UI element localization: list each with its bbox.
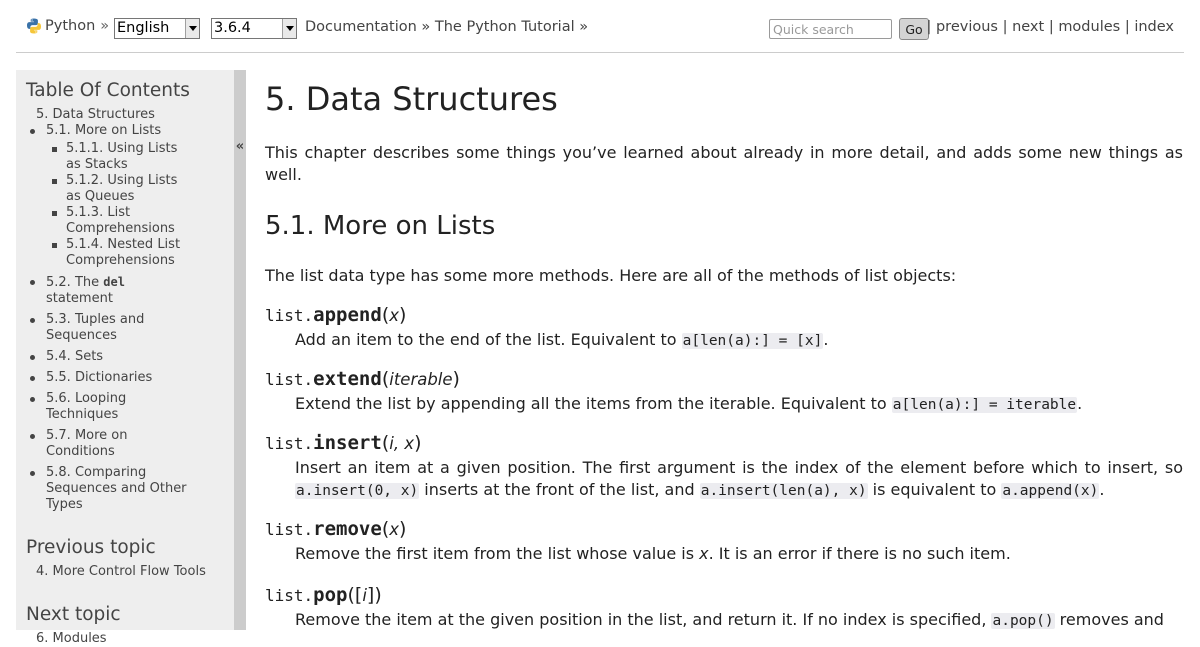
toc-label-code: del bbox=[103, 275, 125, 289]
top-navigation-bar bbox=[16, 0, 1184, 53]
method-signature-remove bbox=[265, 517, 406, 542]
sidebar bbox=[16, 70, 234, 646]
toc-link-comparing-sequences[interactable]: 5.8. Comparing Sequences and Other Types bbox=[46, 465, 187, 512]
inline-code: a.append(x) bbox=[1002, 483, 1099, 499]
toc-link-del-statement[interactable] bbox=[46, 275, 125, 306]
nav-separator: | bbox=[1002, 19, 1008, 35]
collapse-icon: « bbox=[235, 139, 245, 154]
inline-code: a[len(a):] = [x] bbox=[682, 333, 823, 349]
next-link[interactable]: next bbox=[1012, 19, 1045, 35]
desc-text: . bbox=[1077, 394, 1083, 413]
toc-link-tuples[interactable]: 5.3. Tuples and Sequences bbox=[46, 312, 145, 343]
method-class: list. bbox=[265, 306, 314, 325]
sidebar-collapse-button[interactable] bbox=[234, 70, 246, 630]
toc-label-text: statement bbox=[46, 291, 113, 306]
brand-label[interactable]: Python bbox=[45, 18, 96, 34]
toc-item bbox=[46, 274, 226, 307]
toc-link-looping[interactable]: 5.6. Looping Techniques bbox=[46, 391, 127, 422]
method-name: append bbox=[313, 304, 382, 326]
desc-text: . bbox=[823, 330, 829, 349]
toc-subitem bbox=[66, 205, 191, 237]
nav-separator: | bbox=[926, 19, 932, 35]
toc-item bbox=[46, 465, 196, 513]
previous-link[interactable]: previous bbox=[935, 19, 998, 35]
desc-text: Remove the first item from the list whose value is bbox=[295, 544, 700, 563]
method-description-append bbox=[295, 329, 1183, 352]
toc-list bbox=[26, 123, 226, 513]
language-select-value: English bbox=[117, 20, 170, 36]
method-description-insert bbox=[295, 457, 1183, 502]
chevron-down-icon[interactable] bbox=[282, 19, 296, 38]
previous-topic-heading: Previous topic bbox=[26, 537, 156, 558]
breadcrumb-tutorial-link[interactable]: The Python Tutorial bbox=[434, 19, 575, 35]
page-title: 5. Data Structures bbox=[265, 80, 558, 118]
method-name: remove bbox=[313, 518, 382, 540]
search-go-button[interactable]: Go bbox=[899, 18, 929, 40]
toc-link-dictionaries[interactable]: 5.5. Dictionaries bbox=[46, 370, 153, 385]
toc-heading: Table Of Contents bbox=[26, 80, 190, 101]
language-select[interactable] bbox=[114, 18, 200, 39]
toc-sublist bbox=[46, 141, 226, 269]
next-topic-heading: Next topic bbox=[26, 604, 121, 625]
method-description-remove bbox=[295, 543, 1183, 565]
method-paren: ]) bbox=[366, 584, 382, 606]
method-args: i bbox=[362, 586, 367, 605]
breadcrumb-separator: » bbox=[579, 19, 589, 35]
desc-text: Add an item to the end of the list. Equivalent to bbox=[295, 330, 682, 349]
method-class: list. bbox=[265, 370, 314, 389]
quick-search-input[interactable] bbox=[769, 19, 892, 39]
toc-item bbox=[46, 428, 156, 460]
toc-link-list-comprehensions[interactable]: 5.1.3. List Comprehensions bbox=[66, 205, 175, 236]
toc-link-sets[interactable]: 5.4. Sets bbox=[46, 349, 104, 364]
method-args: iterable bbox=[389, 370, 453, 389]
method-signature-extend bbox=[265, 367, 460, 392]
desc-emphasis: x bbox=[699, 544, 709, 563]
section-title: 5.1. More on Lists bbox=[265, 211, 496, 241]
previous-topic-link[interactable]: 4. More Control Flow Tools bbox=[36, 564, 206, 579]
toc-link-data-structures[interactable]: 5. Data Structures bbox=[36, 107, 155, 122]
toc-label-text: 5.2. The bbox=[46, 275, 104, 290]
toc-link-nested-list-comprehensions[interactable]: 5.1.4. Nested List Comprehensions bbox=[66, 237, 181, 268]
method-class: list. bbox=[265, 520, 314, 539]
toc-subitem bbox=[66, 173, 191, 205]
toc-subitem bbox=[66, 237, 191, 269]
version-select[interactable] bbox=[211, 18, 297, 39]
method-name: extend bbox=[313, 368, 382, 390]
breadcrumb-separator: » bbox=[100, 18, 110, 34]
method-args: i, x bbox=[389, 434, 415, 453]
method-signature-pop bbox=[265, 583, 382, 608]
method-description-pop bbox=[295, 609, 1183, 632]
chapter-intro: This chapter describes some things you’ve learned about already in more detail, and adds some new things as well. bbox=[265, 143, 1183, 184]
method-signature-append bbox=[265, 303, 406, 328]
next-topic-link[interactable]: 6. Modules bbox=[36, 631, 107, 646]
breadcrumb-documentation-link[interactable]: Documentation bbox=[305, 19, 417, 35]
desc-text: Insert an item at a given position. The first argument is the index of the element before which to insert, so bbox=[295, 458, 1183, 477]
breadcrumb-separator: » bbox=[421, 19, 431, 35]
toc-link-lists-as-stacks[interactable]: 5.1.1. Using Lists as Stacks bbox=[66, 141, 178, 172]
toc-item bbox=[46, 349, 226, 365]
toc-subitem bbox=[66, 141, 191, 173]
version-select-value: 3.6.4 bbox=[214, 20, 251, 36]
toc-item bbox=[46, 123, 226, 269]
toc-item bbox=[46, 312, 171, 344]
desc-text: Extend the list by appending all the items from the iterable. Equivalent to bbox=[295, 394, 892, 413]
nav-separator: | bbox=[1048, 19, 1054, 35]
python-logo-icon bbox=[26, 18, 42, 34]
inline-code: a.insert(0, x) bbox=[296, 483, 419, 499]
breadcrumb bbox=[305, 19, 588, 35]
nav-separator: | bbox=[1124, 19, 1130, 35]
method-args: x bbox=[389, 306, 399, 325]
method-paren: ([ bbox=[347, 584, 363, 606]
method-args: x bbox=[389, 520, 399, 539]
method-signature-insert bbox=[265, 431, 422, 456]
method-paren: ) bbox=[399, 304, 407, 326]
desc-text: is equivalent to bbox=[867, 480, 1002, 499]
inline-code: a.pop() bbox=[992, 613, 1054, 629]
desc-text: inserts at the front of the list, and bbox=[419, 480, 700, 499]
toc-link-conditions[interactable]: 5.7. More on Conditions bbox=[46, 428, 128, 459]
method-paren: ( bbox=[381, 518, 390, 540]
inline-code: a[len(a):] = iterable bbox=[892, 397, 1077, 413]
inline-code: a.insert(len(a), x) bbox=[700, 483, 867, 499]
method-description-extend bbox=[295, 393, 1183, 416]
desc-text: . bbox=[1099, 480, 1105, 499]
method-name: pop bbox=[313, 584, 348, 606]
related-navigation bbox=[926, 19, 1174, 35]
toc-link-more-on-lists[interactable]: 5.1. More on Lists bbox=[46, 123, 162, 138]
desc-text: removes and bbox=[1054, 610, 1164, 629]
desc-text: Remove the item at the given position in the list, and return it. If no index is specified, bbox=[295, 610, 992, 629]
method-class: list. bbox=[265, 434, 314, 453]
toc-item bbox=[46, 370, 226, 386]
method-class: list. bbox=[265, 586, 314, 605]
method-paren: ( bbox=[381, 432, 390, 454]
method-paren: ) bbox=[452, 368, 460, 390]
desc-text: . It is an error if there is no such item. bbox=[708, 544, 1011, 563]
method-name: insert bbox=[313, 432, 382, 454]
chevron-down-icon[interactable] bbox=[185, 19, 199, 38]
index-link[interactable]: index bbox=[1134, 19, 1174, 35]
method-paren: ) bbox=[414, 432, 422, 454]
method-paren: ) bbox=[399, 518, 407, 540]
toc-link-lists-as-queues[interactable]: 5.1.2. Using Lists as Queues bbox=[66, 173, 178, 204]
section-intro: The list data type has some more methods. Here are all of the methods of list objects: bbox=[265, 266, 957, 285]
python-home-link[interactable] bbox=[26, 18, 109, 34]
modules-link[interactable]: modules bbox=[1058, 19, 1121, 35]
method-paren: ( bbox=[381, 368, 390, 390]
toc-item bbox=[46, 391, 156, 423]
method-paren: ( bbox=[381, 304, 390, 326]
